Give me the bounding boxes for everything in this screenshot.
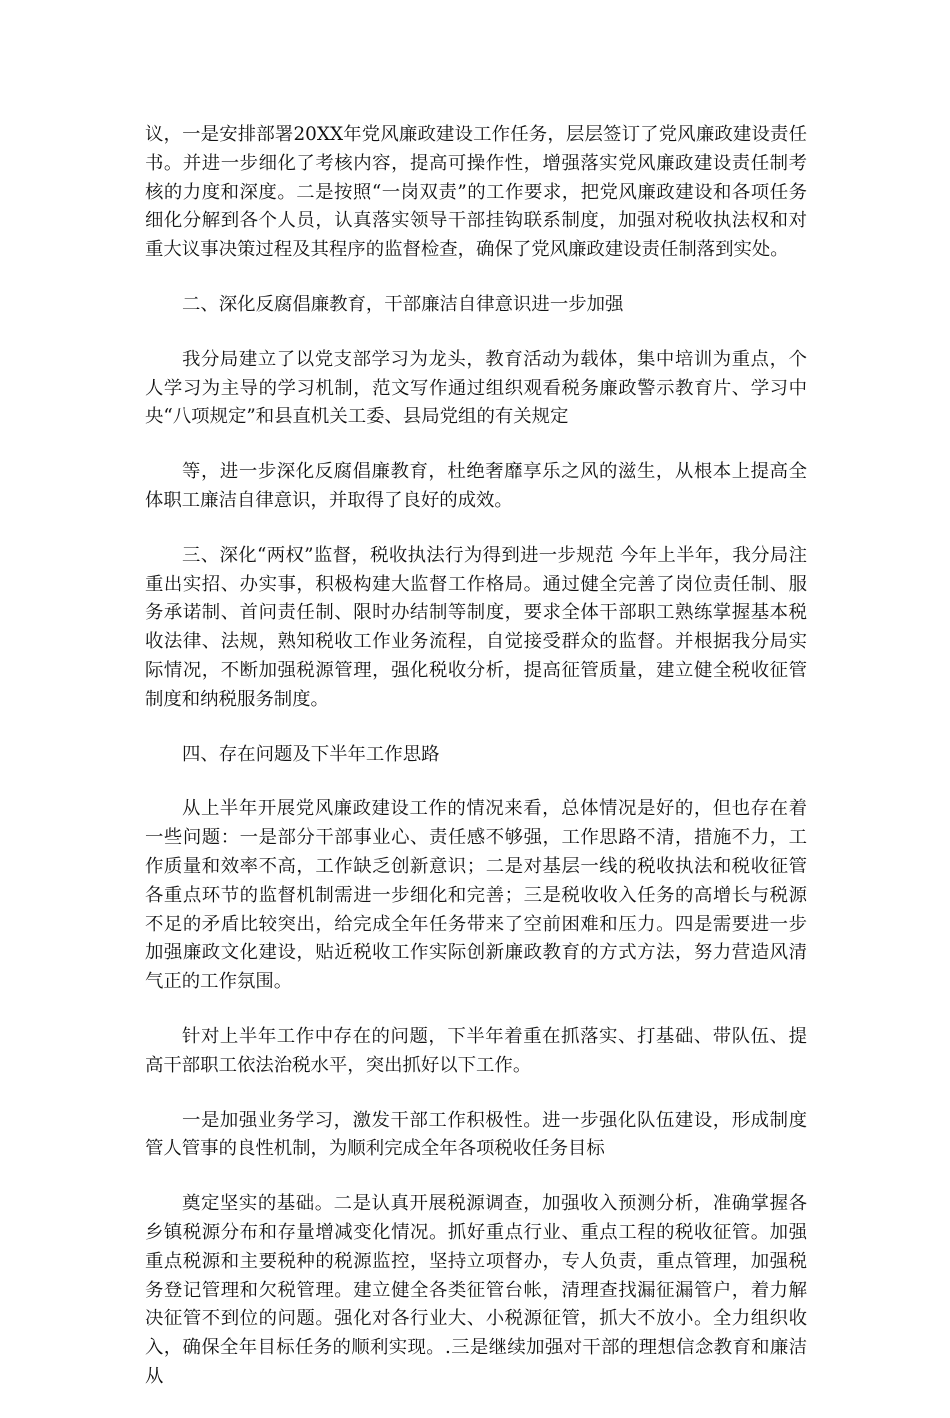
paragraph-supervision: 三、深化“两权”监督，税收执法行为得到进一步规范 今年上半年，我分局注重出实招、办实事，积极构建大监督工作格局。通过健全完善了岗位责任制、服务承诺制、首问责任制、限时办结制等制度，要求全体干部职工熟练掌握基本税收法律、法规，熟知税收工作业务流程，自觉接受群众的监督。并根据我分局实际情况，不断加强税源管理，强化税收分析，提高征管质量，建立健全税收征管制度和纳税服务制度。 <box>145 544 807 710</box>
document-page <box>145 121 807 1418</box>
paragraph-item-two-three: 奠定坚实的基础。二是认真开展税源调查，加强收入预测分析，准确掌握各乡镇税源分布和存量增减变化情况。抓好重点行业、重点工程的税收征管。加强重点税源和主要税种的税源监控，坚持立项督办，专人负责，重点管理，加强税务登记管理和欠税管理。建立健全各类征管台帐，清理查找漏征漏管户，着力解决征管不到位的问题。强化对各行业大、小税源征管，抓大不放小。全力组织收入，确保全年目标任务的顺利实现。.三是继续加强对干部的理想信念教育和廉洁从 <box>145 1193 807 1387</box>
paragraph-intro: 议，一是安排部署20XX年党风廉政建设工作任务，层层签订了党风廉政建设责任书。并进一步细化了考核内容，提高可操作性，增强落实党风廉政建设责任制考核的力度和深度。二是按照“一岗双责”的工作要求，把党风廉政建设和各项任务细化分解到各个人员，认真落实领导干部挂钩联系制度，加强对税收执法权和对重大议事决策过程及其程序的监督检查，确保了党风廉政建设责任制落到实处。 <box>145 124 807 261</box>
section-heading-2: 二、深化反腐倡廉教育，干部廉洁自律意识进一步加强 <box>182 293 624 315</box>
paragraph-study-mechanism: 我分局建立了以党支部学习为龙头，教育活动为载体，集中培训为重点，个人学习为主导的学习机制，范文写作通过组织观看税务廉政警示教育片、学习中央“八项规定”和县直机关工委、县局党组的有关规定 <box>145 348 807 428</box>
paragraph-problems: 从上半年开展党风廉政建设工作的情况来看，总体情况是好的，但也存在着一些问题：一是部分干部事业心、责任感不够强，工作思路不清，措施不力，工作质量和效率不高，工作缺乏创新意识；二是对基层一线的税收执法和税收征管各重点环节的监督机制需进一步细化和完善；三是税收收入任务的高增长与税源不足的矛盾比较突出，给完成全年任务带来了空前困难和压力。四是需要进一步加强廉政文化建设，贴近税收工作实际创新廉政教育的方式方法，努力营造风清气正的工作氛围。 <box>145 798 807 993</box>
section-heading-4: 四、存在问题及下半年工作思路 <box>182 743 440 765</box>
paragraph-next-half: 针对上半年工作中存在的问题，下半年着重在抓落实、打基础、带队伍、提高干部职工依法治税水平，突出抓好以下工作。 <box>145 1025 807 1076</box>
paragraph-item-one: 一是加强业务学习，激发干部工作积极性。进一步强化队伍建设，形成制度管人管事的良性机制，为顺利完成全年各项税收任务目标 <box>145 1109 807 1160</box>
paragraph-anti-corruption: 等，进一步深化反腐倡廉教育，杜绝奢靡享乐之风的滋生，从根本上提高全体职工廉洁自律意识，并取得了良好的成效。 <box>145 461 807 511</box>
